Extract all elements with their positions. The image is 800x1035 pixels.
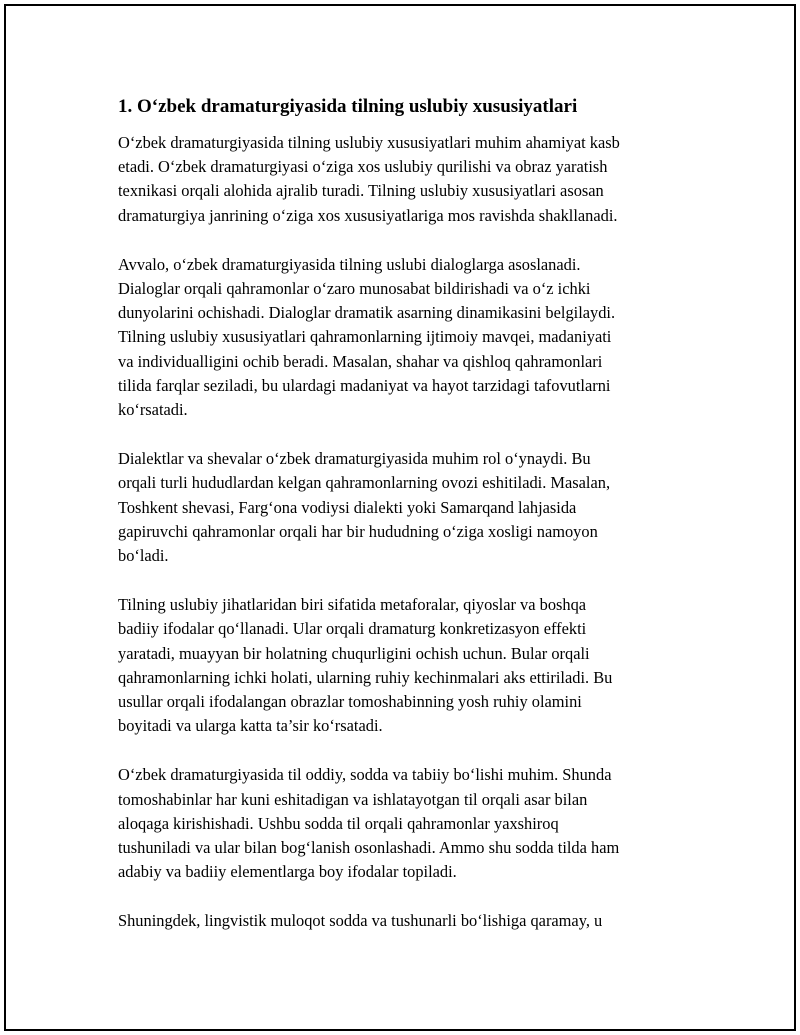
text-line: Shuningdek, lingvistik muloqot sodda va tushunarli bo‘lishiga qaramay, u [118,911,603,931]
paragraph-6 [118,909,688,933]
text-line: usullar orqali ifodalangan obrazlar tomoshabinning yosh ruhiy olamini [118,692,582,712]
text-line: Dialektlar va shevalar o‘zbek dramaturgiyasida muhim rol o‘ynaydi. Bu [118,449,591,469]
paragraph-4 [118,593,688,738]
text-line: adabiy va badiiy elementlarga boy ifodalar topiladi. [118,862,457,882]
text-line: va individualligini ochib beradi. Masalan, shahar va qishloq qahramonlari [118,351,603,371]
text-line: bo‘ladi. [118,546,169,566]
document-body [118,94,688,959]
text-line: O‘zbek dramaturgiyasida tilning uslubiy xususiyatlari muhim ahamiyat kasb [118,133,620,152]
text-line: Dialoglar orqali qahramonlar o‘zaro munosabat bildirishadi va o‘z ichki [118,279,591,299]
text-line: tilida farqlar seziladi, bu ulardagi madaniyat va hayot tarzidagi tafovutlarni [118,375,611,395]
text-line: yaratadi, muayyan bir holatning chuqurligini ochish uchun. Bular orqali [118,643,590,663]
text-line: dramaturgiya janrining o‘ziga xos xususiyatlariga mos ravishda shakllanadi. [118,205,618,225]
paragraph-1 [118,131,688,228]
text-line: ko‘rsatadi. [118,400,188,420]
text-line: qahramonlarning ichki holati, ularning ruhiy kechinmalari aks ettiriladi. Bu [118,667,613,687]
text-line: orqali turli hududlardan kelgan qahramonlarning ovozi eshitiladi. Masalan, [118,473,611,493]
text-line: gapiruvchi qahramonlar orqali har bir hududning o‘ziga xosligi namoyon [118,521,598,541]
text-line: etadi. O‘zbek dramaturgiyasi o‘ziga xos uslubiy qurilishi va obraz yaratish [118,157,608,177]
text-line: badiiy ifodalar qo‘llanadi. Ular orqali dramaturg konkretizasyon effekti [118,619,587,639]
text-line: Toshkent shevasi, Farg‘ona vodiysi dialekti yoki Samarqand lahjasida [118,497,577,517]
text-line: texnikasi orqali alohida ajralib turadi. Tilning uslubiy xususiyatlari asosan [118,181,604,201]
section-heading: 1. O‘zbek dramaturgiyasida tilning uslubiy xususiyatlari [118,96,578,117]
text-line: tomoshabinlar har kuni eshitadigan va ishlatayotgan til orqali asar bilan [118,789,588,809]
text-line: O‘zbek dramaturgiyasida til oddiy, sodda va tabiiy bo‘lishi muhim. Shunda [118,765,612,785]
text-line: tushuniladi va ular bilan bog‘lanish osonlashadi. Ammo shu sodda tilda ham [118,838,620,858]
text-line: Avvalo, o‘zbek dramaturgiyasida tilning uslubi dialoglarga asoslanadi. [118,254,581,274]
text-line: Tilning uslubiy jihatlaridan biri sifatida metaforalar, qiyoslar va boshqa [118,595,587,615]
text-line: aloqaga kirishishadi. Ushbu sodda til orqali qahramonlar yaxshiroq [118,813,559,833]
text-line: dunyolarini ochishadi. Dialoglar dramatik asarning dinamikasini belgilaydi. [118,303,616,323]
paragraph-3 [118,447,688,568]
paragraph-5 [118,763,688,884]
text-line: boyitadi va ularga katta ta’sir ko‘rsatadi. [118,716,383,736]
text-line: Tilning uslubiy xususiyatlari qahramonlarning ijtimoiy mavqei, madaniyati [118,327,612,347]
paragraph-2 [118,253,688,422]
